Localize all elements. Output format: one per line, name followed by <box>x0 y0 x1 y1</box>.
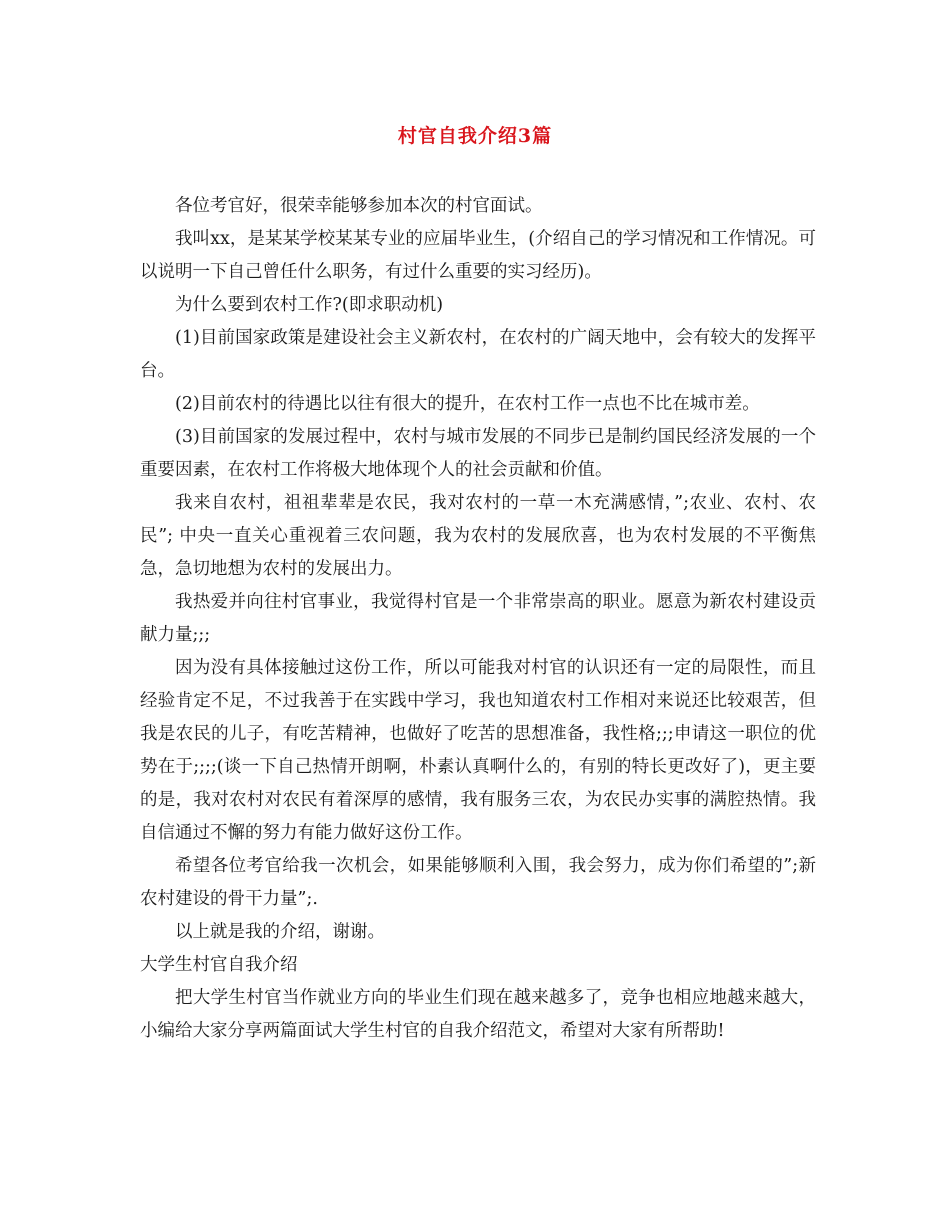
paragraph-strengths: 因为没有具体接触过这份工作，所以可能我对村官的认识还有一定的局限性，而且经验肯定不足，不过我善于在实践中学习，我也知道农村工作相对来说还比较艰苦，但我是农民的儿子，有吃苦精神，也做好了吃苦的思想准备，我性格;;;申请这一职位的优势在于;;;;(谈一下自己热情开朗啊，朴素认真啊什么的，有别的特长更改好了)，更主要的是，我对农村对农民有着深厚的感情，我有服务三农，为农民办实事的满腔热情。我自信通过不懈的努力有能力做好这份工作。 <box>140 658 816 843</box>
paragraph-hope: 希望各位考官给我一次机会，如果能够顺利入围，我会努力，成为你们希望的”;新农村建设的骨干力量”;. <box>140 856 816 909</box>
paragraph-reason-2: (2)目前农村的待遇比以往有很大的提升，在农村工作一点也不比在城市差。 <box>175 394 760 414</box>
paragraph-reason-1: (1)目前国家政策是建设社会主义新农村，在农村的广阔天地中，会有较大的发挥平台。 <box>140 328 816 381</box>
paragraph-thanks: 以上就是我的介绍，谢谢。 <box>175 922 385 942</box>
paragraph-career-passion: 我热爱并向往村官事业，我觉得村官是一个非常崇高的职业。愿意为新农村建设贡献力量;;; <box>140 592 816 645</box>
paragraph-self-intro: 我叫xx，是某某学校某某专业的应届毕业生，(介绍自己的学习情况和工作情况。可以说明一下自己曾任什么职务，有过什么重要的实习经历)。 <box>140 229 816 282</box>
paragraph-reason-3: (3)目前国家的发展过程中，农村与城市发展的不同步已是制约国民经济发展的一个 重要因素，在农村工作将极大地体现个人的社会贡献和价值。 <box>140 427 816 480</box>
section-heading: 大学生村官自我介绍 <box>140 955 298 975</box>
paragraph-closing: 把大学生村官当作就业方向的毕业生们现在越来越多了，竞争也相应地越来越大，小编给大家分享两篇面试大学生村官的自我介绍范文，希望对大家有所帮助! <box>140 988 816 1041</box>
document-title: 村官自我介绍3篇 <box>397 125 553 147</box>
paragraph-rural-background: 我来自农村，祖祖辈辈是农民，我对农村的一草一木充满感情，”;农业、农村、农民”; 中央一直关心重视着三农问题，我为农村的发展欣喜，也为农村发展的不平衡焦急，急切地想为农村的发展出力。 <box>140 493 816 579</box>
paragraph-motivation-question: 为什么要到农村工作?(即求职动机) <box>175 295 444 315</box>
paragraph-greeting: 各位考官好，很荣幸能够参加本次的村官面试。 <box>175 196 543 216</box>
document-body <box>140 190 816 1048</box>
